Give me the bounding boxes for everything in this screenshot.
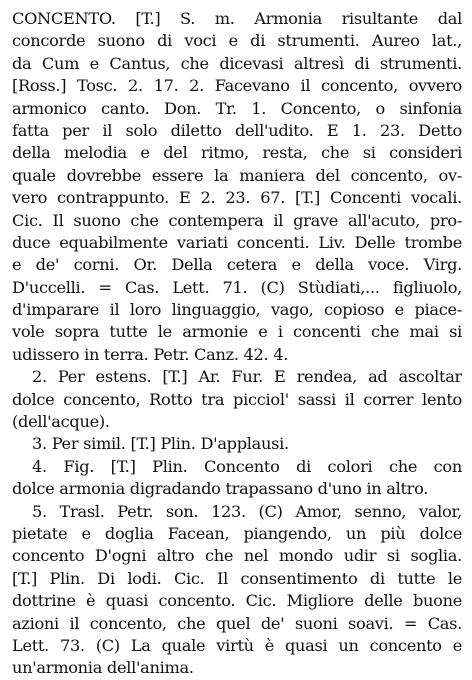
entry-line: quale dovrebbe essere la maniera del concento, ov- [12, 165, 462, 185]
entry-line: concorde suono di voci e di strumenti. Aureo lat., [12, 31, 462, 51]
sense-4-line: 4. Fig. [T.] Plin. Concento di colori che con [32, 456, 462, 476]
entry-line: un'armonia dell'anima. [12, 658, 194, 678]
sense-2-line: 2. Per estens. [T.] Ar. Fur. E rendea, ad ascoltar [32, 367, 462, 387]
entry-line: concento D'ogni altro che nel mondo udir si soglia. [12, 546, 462, 566]
entry-line: duce equabilmente variati concenti. Liv. Delle trombe [12, 232, 462, 252]
entry-line: udissero in terra. Petr. Canz. 42. 4. [12, 344, 289, 364]
entry-line: dottrine è quasi concento. Cic. Migliore delle buone [12, 591, 462, 611]
entry-line: (dell'acque). [12, 412, 110, 432]
entry-line: [Ross.] Tosc. 2. 17. 2. Facevano il concento, ovvero [12, 76, 462, 96]
entry-line: dolce armonia digradando trapassano d'uno in altro. [12, 479, 429, 499]
entry-line: Lett. 73. (C) La quale virtù è quasi un concento e [12, 635, 462, 655]
entry-line: [T.] Plin. Di lodi. Cic. Il consentimento di tutte le [12, 568, 462, 588]
entry-line: vole sopra tutte le armonie e i concenti che mai si [12, 322, 462, 342]
entry-line: fatta per il solo diletto dell'udito. E 1. 23. Detto [12, 120, 462, 140]
sense-3-line: 3. Per simil. [T.] Plin. D'applausi. [32, 434, 289, 454]
entry-line: vero contrappunto. E 2. 23. 67. [T.] Concenti vocali. [12, 188, 462, 208]
entry-line: Cic. Il suono che contempera il grave all'acuto, pro- [12, 210, 462, 230]
entry-line: azioni il concento, che quel de' suoni soavi. = Cas. [12, 613, 462, 633]
entry-line: da Cum e Cantus, che dicevasi altresì di strumenti. [12, 53, 462, 73]
entry-line: armonico canto. Don. Tr. 1. Concento, o sinfonia [12, 98, 462, 118]
entry-line: dolce concento, Rotto tra picciol' sassi il correr lento [12, 389, 462, 409]
entry-line: della melodia e del ritmo, resta, che si consideri [12, 143, 462, 163]
sense-5-line: 5. Trasl. Petr. son. 123. (C) Amor, senno, valor, [32, 501, 462, 521]
entry-line: d'imparare il loro linguaggio, vago, copioso e piace- [12, 300, 462, 320]
entry-line: CONCENTO. [T.] S. m. Armonia risultante dal [12, 9, 462, 28]
entry-line: D'uccelli. = Cas. Lett. 71. (C) Stùdiati,... figliuolo, [12, 277, 462, 297]
entry-line: e de' corni. Or. Della cetera e della voce. Virg. [12, 255, 462, 275]
entry-line: pietate e doglia Facean, piangendo, un più dolce [12, 523, 462, 543]
